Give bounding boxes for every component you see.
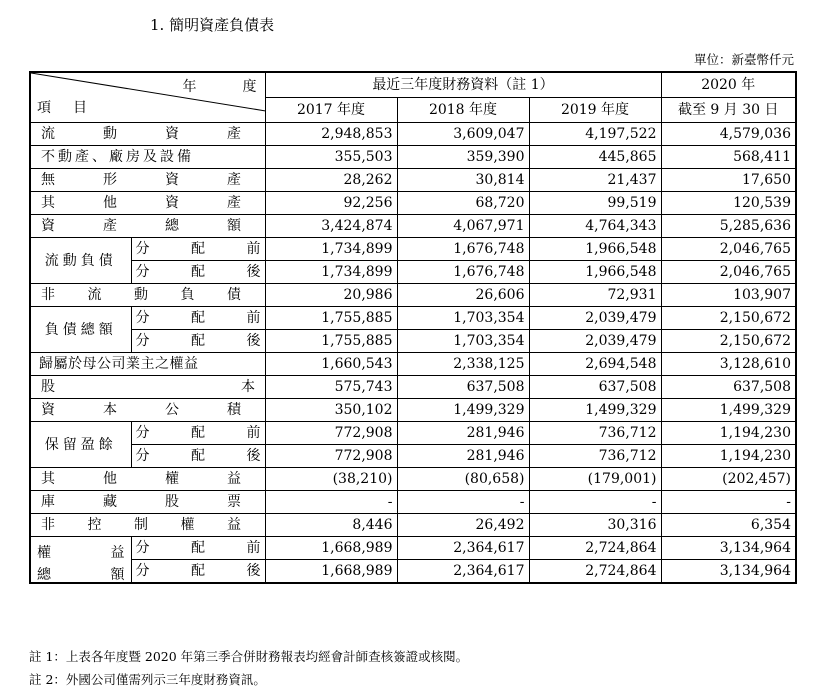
value-cell: 637,508 <box>529 376 661 399</box>
value-cell: 3,134,964 <box>661 537 796 560</box>
value-cell: 2,364,617 <box>397 560 529 584</box>
table-row <box>30 192 796 215</box>
value-cell: 2,039,479 <box>529 330 661 353</box>
value-cell: 772,908 <box>265 422 397 445</box>
value-cell: 359,390 <box>397 146 529 169</box>
value-cell: 2,150,672 <box>661 330 796 353</box>
value-cell: - <box>265 491 397 514</box>
value-cell: 4,764,343 <box>529 215 661 238</box>
value-cell: 2,724,864 <box>529 537 661 560</box>
table-row <box>30 261 796 284</box>
table-row <box>30 146 796 169</box>
value-cell: 1,499,329 <box>397 399 529 422</box>
table-row <box>30 445 796 468</box>
value-cell: 1,703,354 <box>397 330 529 353</box>
value-cell: (179,001) <box>529 468 661 491</box>
table-row <box>30 399 796 422</box>
value-cell: 4,197,522 <box>529 123 661 146</box>
value-cell: - <box>661 491 796 514</box>
value-cell: 1,668,989 <box>265 560 397 584</box>
value-cell: - <box>397 491 529 514</box>
value-cell: 3,609,047 <box>397 123 529 146</box>
value-cell: 6,354 <box>661 514 796 537</box>
value-cell: 1,499,329 <box>529 399 661 422</box>
value-cell: 103,907 <box>661 284 796 307</box>
table-row <box>30 514 796 537</box>
value-cell: 72,931 <box>529 284 661 307</box>
sub-label-after: 分 配 後 <box>131 445 265 468</box>
value-cell: (202,457) <box>661 468 796 491</box>
value-cell: (80,658) <box>397 468 529 491</box>
value-cell: 637,508 <box>661 376 796 399</box>
value-cell: 637,508 <box>397 376 529 399</box>
row-group-total-equity: 權 益 總 額 <box>30 537 131 584</box>
row-label-parent-equity: 歸屬於母公司業主之權益 <box>30 353 265 376</box>
value-cell: 4,067,971 <box>397 215 529 238</box>
value-cell: 1,676,748 <box>397 261 529 284</box>
row-label-current-assets: 流 動 資 產 <box>30 123 265 146</box>
value-cell: 2,046,765 <box>661 261 796 284</box>
year-2019-header: 2019 年度 <box>529 98 661 123</box>
row-label-nci: 非 控 制 權 益 <box>30 514 265 537</box>
table-row <box>30 376 796 399</box>
value-cell: 281,946 <box>397 422 529 445</box>
value-cell: 2,150,672 <box>661 307 796 330</box>
value-cell: 1,194,230 <box>661 445 796 468</box>
value-cell: 350,102 <box>265 399 397 422</box>
sub-label-before: 分 配 前 <box>131 537 265 560</box>
value-cell: 2,724,864 <box>529 560 661 584</box>
row-label-intangible: 無 形 資 產 <box>30 169 265 192</box>
value-cell: 736,712 <box>529 422 661 445</box>
row-group-current-liabilities: 流動負債 <box>30 238 131 284</box>
value-cell: 26,606 <box>397 284 529 307</box>
value-cell: 21,437 <box>529 169 661 192</box>
value-cell: 1,676,748 <box>397 238 529 261</box>
row-label-other-equity: 其 他 權 益 <box>30 468 265 491</box>
value-cell: 2,948,853 <box>265 123 397 146</box>
value-cell: 30,316 <box>529 514 661 537</box>
sub-label-after: 分 配 後 <box>131 261 265 284</box>
value-cell: 5,285,636 <box>661 215 796 238</box>
table-row <box>30 123 796 146</box>
table-row <box>30 284 796 307</box>
recent-three-years-header: 最近三年度財務資料（註 1） <box>265 72 661 98</box>
table-row <box>30 307 796 330</box>
corner-header <box>30 72 265 123</box>
value-cell: 1,966,548 <box>529 261 661 284</box>
value-cell: 772,908 <box>265 445 397 468</box>
sub-label-after: 分 配 後 <box>131 330 265 353</box>
table-row <box>30 330 796 353</box>
table-row <box>30 537 796 560</box>
row-label-capital-surplus: 資 本 公 積 <box>30 399 265 422</box>
value-cell: 30,814 <box>397 169 529 192</box>
row-group-total-liabilities: 負債總額 <box>30 307 131 353</box>
value-cell: 1,194,230 <box>661 422 796 445</box>
value-cell: 1,703,354 <box>397 307 529 330</box>
value-cell: 3,424,874 <box>265 215 397 238</box>
table-row <box>30 353 796 376</box>
section-title: 1. 簡明資產負債表 <box>150 16 275 34</box>
value-cell: 26,492 <box>397 514 529 537</box>
value-cell: 17,650 <box>661 169 796 192</box>
row-label-other-assets: 其 他 資 產 <box>30 192 265 215</box>
value-cell: 2,694,548 <box>529 353 661 376</box>
table-row <box>30 491 796 514</box>
value-cell: 1,734,899 <box>265 238 397 261</box>
year-2017-header: 2017 年度 <box>265 98 397 123</box>
sub-label-before: 分 配 前 <box>131 422 265 445</box>
table-row <box>30 422 796 445</box>
table-row <box>30 560 796 584</box>
value-cell: 281,946 <box>397 445 529 468</box>
value-cell: 120,539 <box>661 192 796 215</box>
footnote-1: 註 1：上表各年度暨 2020 年第三季合併財務報表均經會計師查核簽證或核閱。 <box>29 649 469 664</box>
value-cell: 2,039,479 <box>529 307 661 330</box>
unit-label: 單位：新臺幣仟元 <box>693 52 794 67</box>
corner-year-label: 年 度 <box>182 79 257 95</box>
corner-item-label: 項 目 <box>37 100 87 116</box>
row-group-retained-earnings: 保留盈餘 <box>30 422 131 468</box>
table-row <box>30 238 796 261</box>
value-cell: 568,411 <box>661 146 796 169</box>
value-cell: 1,499,329 <box>661 399 796 422</box>
table-row <box>30 468 796 491</box>
value-cell: 2,046,765 <box>661 238 796 261</box>
latest-header-line2: 截至 9 月 30 日 <box>661 98 796 123</box>
value-cell: 4,579,036 <box>661 123 796 146</box>
sub-label-after: 分 配 後 <box>131 560 265 584</box>
value-cell: 28,262 <box>265 169 397 192</box>
value-cell: 92,256 <box>265 192 397 215</box>
table-row <box>30 215 796 238</box>
value-cell: - <box>529 491 661 514</box>
header-row-1 <box>30 72 796 98</box>
row-label-total-assets: 資 產 總 額 <box>30 215 265 238</box>
value-cell: 1,668,989 <box>265 537 397 560</box>
value-cell: 2,364,617 <box>397 537 529 560</box>
sub-label-before: 分 配 前 <box>131 238 265 261</box>
value-cell: 355,503 <box>265 146 397 169</box>
row-label-treasury-stock: 庫 藏 股 票 <box>30 491 265 514</box>
row-label-noncurrent-liabilities: 非 流 動 負 債 <box>30 284 265 307</box>
value-cell: 20,986 <box>265 284 397 307</box>
table-row <box>30 169 796 192</box>
year-2018-header: 2018 年度 <box>397 98 529 123</box>
value-cell: 3,128,610 <box>661 353 796 376</box>
value-cell: (38,210) <box>265 468 397 491</box>
value-cell: 99,519 <box>529 192 661 215</box>
value-cell: 68,720 <box>397 192 529 215</box>
footnote-2: 註 2：外國公司僅需列示三年度財務資訊。 <box>29 672 266 687</box>
value-cell: 736,712 <box>529 445 661 468</box>
value-cell: 2,338,125 <box>397 353 529 376</box>
value-cell: 1,660,543 <box>265 353 397 376</box>
latest-header-line1: 2020 年 <box>661 72 796 98</box>
row-label-capital-stock: 股 本 <box>30 376 265 399</box>
value-cell: 1,734,899 <box>265 261 397 284</box>
value-cell: 445,865 <box>529 146 661 169</box>
value-cell: 8,446 <box>265 514 397 537</box>
value-cell: 575,743 <box>265 376 397 399</box>
balance-sheet-table <box>29 71 797 584</box>
row-label-ppe: 不動產、廠房及設備 <box>30 146 265 169</box>
value-cell: 1,755,885 <box>265 330 397 353</box>
value-cell: 1,755,885 <box>265 307 397 330</box>
value-cell: 3,134,964 <box>661 560 796 584</box>
sub-label-before: 分 配 前 <box>131 307 265 330</box>
value-cell: 1,966,548 <box>529 238 661 261</box>
